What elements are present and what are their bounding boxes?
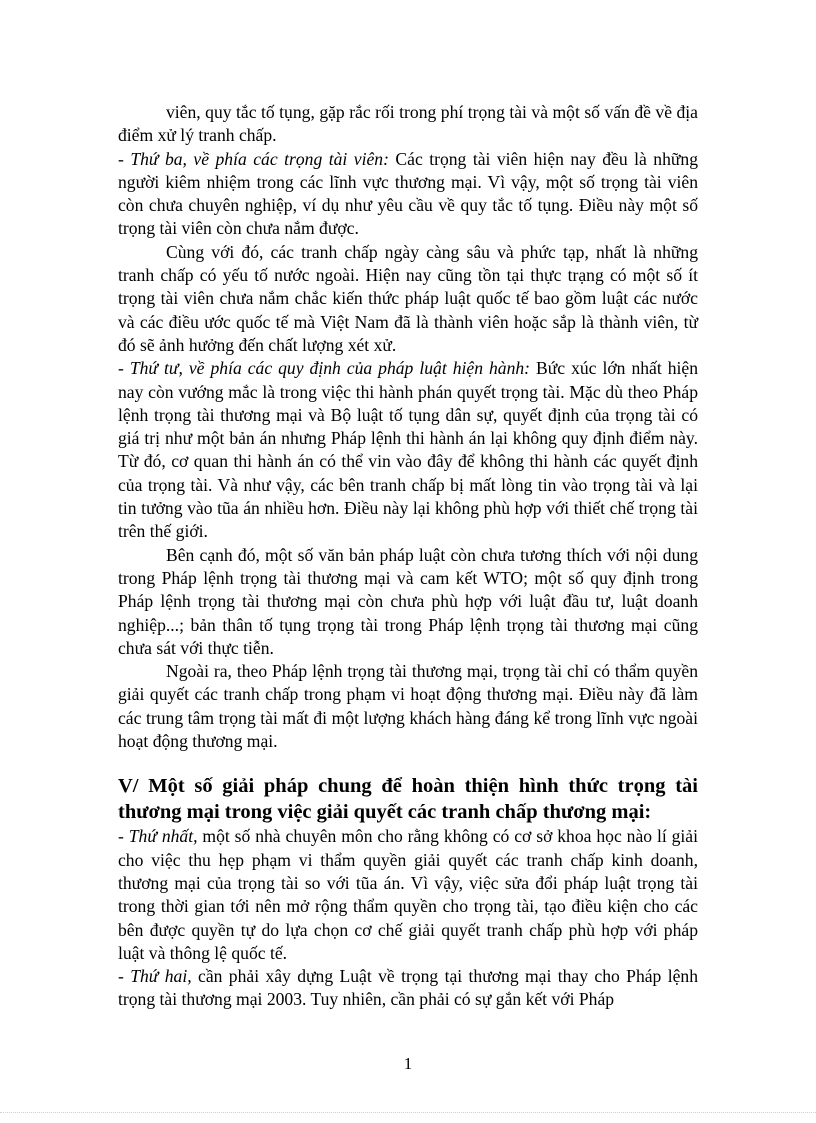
- paragraph-3: [118, 241, 698, 357]
- page-bottom-border: [0, 1112, 816, 1113]
- paragraph-2-text: Các trọng tài viên hiện nay đều là những người kiêm nhiệm trong các lĩnh vực thương mại. Vì vậy, một số trọng tài viên còn chưa chuyên nghiệp, ví dụ như yêu cầu về quy tắc tố tụng. Điều này một số trọng tài viên còn chưa nắm được.: [118, 148, 699, 239]
- paragraph-5-text: Bên cạnh đó, một số văn bản pháp luật còn chưa tương thích với nội dung trong Pháp lệnh trọng tài thương mại và cam kết WTO; một số quy định trong Pháp lệnh trọng tài thương mại còn chưa phù hợp với luật đầu tư, luật doanh nghiệp...; bản thân tố tụng trọng tài trong Pháp lệnh trọng tài thương mại cũng chưa sát với thực tiễn.: [118, 544, 698, 658]
- paragraph-2: [118, 148, 698, 241]
- paragraph-7-text: một số nhà chuyên môn cho rằng không có cơ sở khoa học nào lí giải cho việc thu hẹp phạm vi thẩm quyền giải quyết các tranh chấp kinh doanh, thương mại của trọng tài so với tũa án. Vì vậy, việc sửa đổi pháp luật trọng tài trong thời gian tới nên mở rộng thẩm quyền cho trọng tài, tạo điều kiện cho các bên được quyền tự do lựa chọn cơ chế giải quyết tranh chấp phù hợp với pháp luật và thông lệ quốc tế.: [118, 826, 699, 963]
- paragraph-3-text: Cùng với đó, các tranh chấp ngày càng sâu và phức tạp, nhất là những tranh chấp có yếu tố nước ngoài. Hiện nay cũng tồn tại thực trạng có một số ít trọng tài viên chưa nắm chắc kiến thức pháp luật quốc tế bao gồm luật các nước và các điều ước quốc tế mà Việt Nam đã là thành viên hoặc sắp là thành viên, từ đó sẽ ảnh hưởng đến chất lượng xét xử.: [118, 241, 698, 355]
- section-heading: V/ Một số giải pháp chung để hoàn thiện hình thức trọng tài thương mại trong việc giải quyết các tranh chấp thương mại:: [118, 775, 698, 824]
- paragraph-4-lead: - Thứ tư, về phía các quy định của pháp luật hiện hành:: [118, 358, 531, 379]
- paragraph-6: [118, 660, 698, 753]
- paragraph-7: [118, 825, 698, 965]
- paragraph-1-text: viên, quy tắc tố tụng, gặp rắc rối trong phí trọng tài và một số vấn đề về địa điểm xử lý tranh chấp.: [118, 102, 698, 146]
- page-body: [118, 101, 698, 1012]
- paragraph-8: [118, 965, 698, 1012]
- paragraph-5: [118, 544, 698, 660]
- paragraph-7-lead: - Thứ nhất,: [118, 826, 198, 847]
- paragraph-8-lead: - Thứ hai,: [118, 966, 192, 987]
- paragraph-6-text: Ngoài ra, theo Pháp lệnh trọng tài thương mại, trọng tài chỉ có thẩm quyền giải quyết các tranh chấp trong phạm vi hoạt động thương mại. Điều này đã làm các trung tâm trọng tài mất đi một lượng khách hàng đáng kể trong lĩnh vực ngoài hoạt động thương mại.: [118, 661, 698, 752]
- paragraph-4: [118, 357, 698, 543]
- page-number: 1: [403, 1054, 413, 1073]
- paragraph-8-text: cần phải xây dựng Luật về trọng tại thương mại thay cho Pháp lệnh trọng tài thương mại 2003. Tuy nhiên, cần phải có sự gắn kết với Pháp: [118, 966, 699, 1010]
- paragraph-4-text: Bức xúc lớn nhất hiện nay còn vướng mắc là trong việc thi hành phán quyết trọng tài. Mặc dù theo Pháp lệnh trọng tài thương mại và Bộ luật tố tụng dân sự, quyết định của trọng tài có giá trị như một bản án nhưng Pháp lệnh thi hành án lại không quy định điểm này. Từ đó, cơ quan thi hành án có thể vin vào đây để không thi hành các quyết định của trọng tài. Và như vậy, các bên tranh chấp bị mất lòng tin vào trọng tài và lại tin tưởng vào tũa án nhiều hơn. Điều này lại không phù hợp với thiết chế trọng tài trên thế giới.: [118, 358, 699, 542]
- section-spacer: [118, 753, 698, 773]
- paragraph-1: [118, 101, 698, 148]
- paragraph-2-lead: - Thứ ba, về phía các trọng tài viên:: [118, 148, 389, 169]
